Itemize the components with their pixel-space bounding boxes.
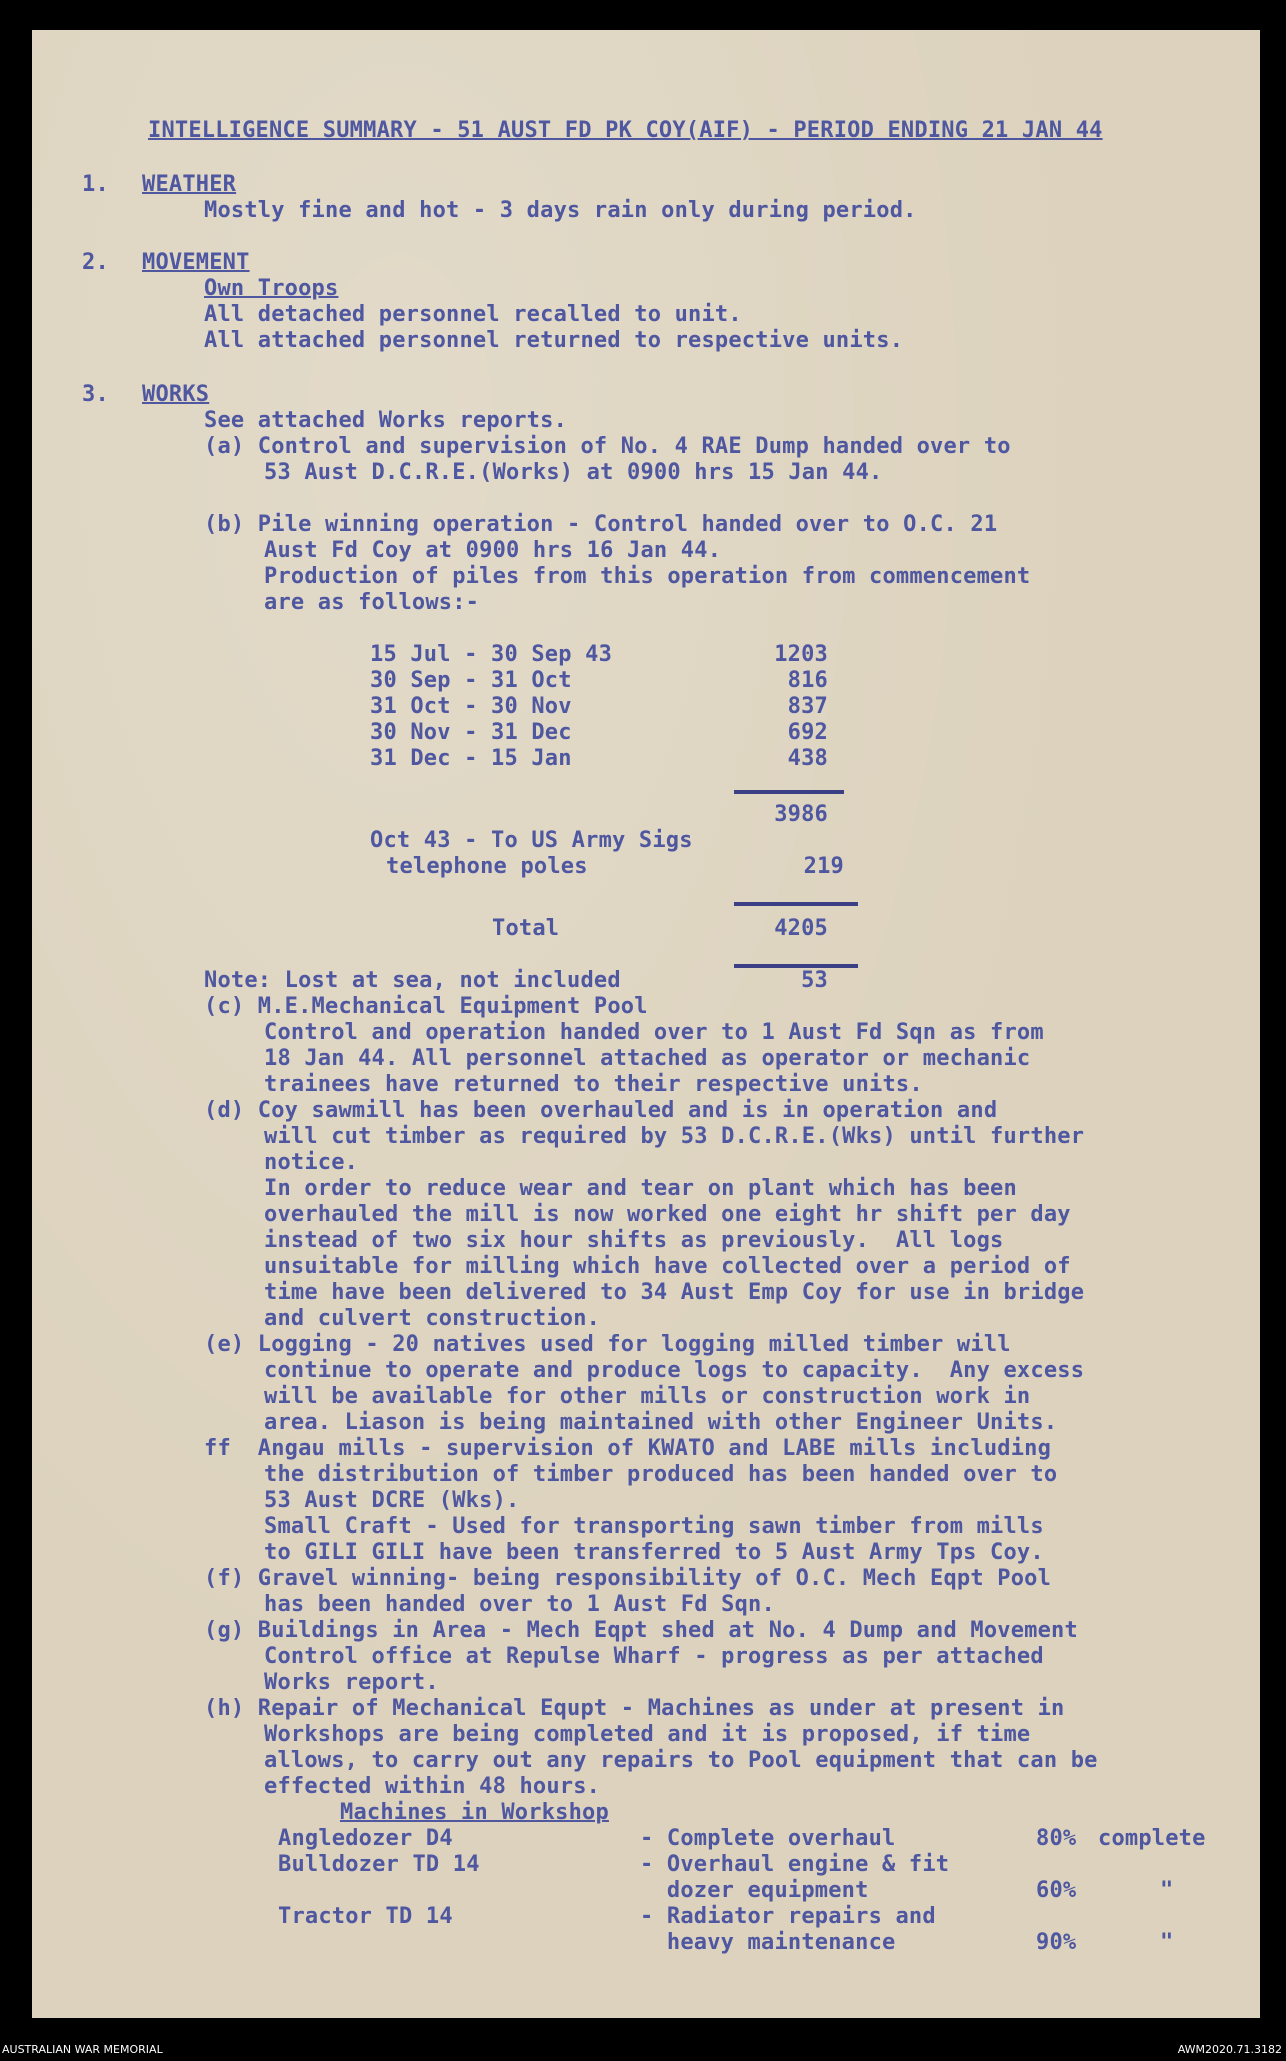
note-count: 53 — [801, 968, 828, 993]
machine-percent: 90% — [1036, 1930, 1077, 1955]
machine-work: dozer equipment — [640, 1878, 869, 1903]
machine-percent: 80% — [1036, 1826, 1077, 1851]
workshop-heading: Machines in Workshop — [340, 1800, 609, 1825]
item-h-line: Workshops are being completed and it is proposed, if time — [264, 1722, 1031, 1747]
item-c-line: trainees have returned to their respective units. — [264, 1072, 923, 1097]
total-label: Total — [492, 916, 560, 941]
item-e-line: (e) Logging - 20 natives used for logging milled timber will — [204, 1332, 1011, 1357]
poles-label: telephone poles — [386, 854, 588, 879]
item-d-line: unsuitable for milling which have collected over a period of — [264, 1254, 1071, 1279]
footer-reference: AWM2020.71.3182 — [1177, 2043, 1282, 2056]
section-1-heading: WEATHER — [142, 172, 237, 197]
item-f-line: has been handed over to 1 Aust Fd Sqn. — [264, 1592, 775, 1617]
machine-work: - Overhaul engine & fit — [640, 1852, 950, 1877]
item-d-line: (d) Coy sawmill has been overhauled and is in operation and — [204, 1098, 998, 1123]
item-f-line: (f) Gravel winning- being responsibility of O.C. Mech Eqpt Pool — [204, 1566, 1052, 1591]
machine-status: " — [1160, 1878, 1174, 1903]
item-ff-line: 53 Aust DCRE (Wks). — [264, 1488, 520, 1513]
section-2-heading: MOVEMENT — [142, 250, 250, 275]
pile-count: 692 — [787, 720, 828, 745]
pile-count: 837 — [787, 694, 828, 719]
item-b-line: (b) Pile winning operation - Control handed over to O.C. 21 — [204, 512, 998, 537]
item-h-line: allows, to carry out any repairs to Pool equipment that can be — [264, 1748, 1098, 1773]
poles-count: 219 — [803, 854, 844, 879]
machine-name: Bulldozer TD 14 — [278, 1852, 480, 1877]
pile-period: 15 Jul - 30 Sep 43 — [370, 642, 613, 667]
section-1-text: Mostly fine and hot - 3 days rain only during period. — [204, 198, 917, 223]
item-g-line: Control office at Repulse Wharf - progress as per attached — [264, 1644, 1044, 1669]
note-label: Note: Lost at sea, not included — [204, 968, 621, 993]
section-3-number: 3. — [82, 382, 109, 407]
item-e-line: continue to operate and produce logs to capacity. Any excess — [264, 1358, 1085, 1383]
pile-period: 31 Oct - 30 Nov — [370, 694, 572, 719]
pile-period: 30 Sep - 31 Oct — [370, 668, 572, 693]
machine-status: complete — [1098, 1826, 1206, 1851]
item-g-line: (g) Buildings in Area - Mech Eqpt shed at No. 4 Dump and Movement — [204, 1618, 1078, 1643]
machine-work: - Radiator repairs and — [640, 1904, 936, 1929]
item-d-line: and culvert construction. — [264, 1306, 601, 1331]
section-2-subheading: Own Troops — [204, 276, 339, 301]
section-2-line: All detached personnel recalled to unit. — [204, 302, 742, 327]
item-c-line: (c) M.E.Mechanical Equipment Pool — [204, 994, 648, 1019]
item-c-line: 18 Jan 44. All personnel attached as operator or mechanic — [264, 1046, 1031, 1071]
item-h-line: effected within 48 hours. — [264, 1774, 601, 1799]
footer-archive-name: AUSTRALIAN WAR MEMORIAL — [2, 2043, 163, 2056]
machine-work: heavy maintenance — [640, 1930, 896, 1955]
item-d-line: In order to reduce wear and tear on plant which has been — [264, 1176, 1017, 1201]
pile-total: 4205 — [774, 916, 828, 941]
item-g-line: Works report. — [264, 1670, 439, 1695]
item-b-line: are as follows:- — [264, 590, 480, 615]
machine-status: " — [1160, 1930, 1174, 1955]
item-ff-line: ff Angau mills - supervision of KWATO and LABE mills including — [204, 1436, 1052, 1461]
item-b-line: Production of piles from this operation from commencement — [264, 564, 1031, 589]
item-c-line: Control and operation handed over to 1 Aust Fd Sqn as from — [264, 1020, 1044, 1045]
machine-percent: 60% — [1036, 1878, 1077, 1903]
section-2-line: All attached personnel returned to respective units. — [204, 328, 904, 353]
item-d-line: notice. — [264, 1150, 359, 1175]
item-b-line: Aust Fd Coy at 0900 hrs 16 Jan 44. — [264, 538, 722, 563]
pile-period: 31 Dec - 15 Jan — [370, 746, 572, 771]
item-a-line: 53 Aust D.C.R.E.(Works) at 0900 hrs 15 Jan 44. — [264, 460, 883, 485]
pile-count: 438 — [787, 746, 828, 771]
document-title: INTELLIGENCE SUMMARY - 51 AUST FD PK COY(AIF) - PERIOD ENDING 21 JAN 44 — [148, 118, 1103, 143]
item-ff-line: Small Craft - Used for transporting sawn timber from mills — [264, 1514, 1044, 1539]
item-a-line: (a) Control and supervision of No. 4 RAE Dump handed over to — [204, 434, 1011, 459]
item-d-line: instead of two six hour shifts as previously. All logs — [264, 1228, 1004, 1253]
section-2-number: 2. — [82, 250, 109, 275]
machine-name: Tractor TD 14 — [278, 1904, 453, 1929]
item-e-line: area. Liason is being maintained with other Engineer Units. — [264, 1410, 1058, 1435]
item-ff-line: the distribution of timber produced has been handed over to — [264, 1462, 1058, 1487]
section-3-heading: WORKS — [142, 382, 210, 407]
total-rule — [734, 902, 858, 906]
item-d-line: time have been delivered to 34 Aust Emp Coy for use in bridge — [264, 1280, 1085, 1305]
pile-subtotal: 3986 — [774, 802, 828, 827]
item-e-line: will be available for other mills or construction work in — [264, 1384, 1031, 1409]
item-ff-line: to GILI GILI have been transferred to 5 Aust Army Tps Coy. — [264, 1540, 1044, 1565]
pile-period: 30 Nov - 31 Dec — [370, 720, 572, 745]
section-1-number: 1. — [82, 172, 109, 197]
machine-name: Angledozer D4 — [278, 1826, 453, 1851]
poles-label: Oct 43 - To US Army Sigs — [370, 828, 693, 853]
pile-count: 816 — [787, 668, 828, 693]
subtotal-rule — [734, 790, 844, 794]
item-d-line: will cut timber as required by 53 D.C.R.E.(Wks) until further — [264, 1124, 1085, 1149]
machine-work: - Complete overhaul — [640, 1826, 896, 1851]
section-3-intro: See attached Works reports. — [204, 408, 568, 433]
item-h-line: (h) Repair of Mechanical Equpt - Machines as under at present in — [204, 1696, 1065, 1721]
pile-count: 1203 — [774, 642, 828, 667]
item-d-line: overhauled the mill is now worked one eight hr shift per day — [264, 1202, 1071, 1227]
